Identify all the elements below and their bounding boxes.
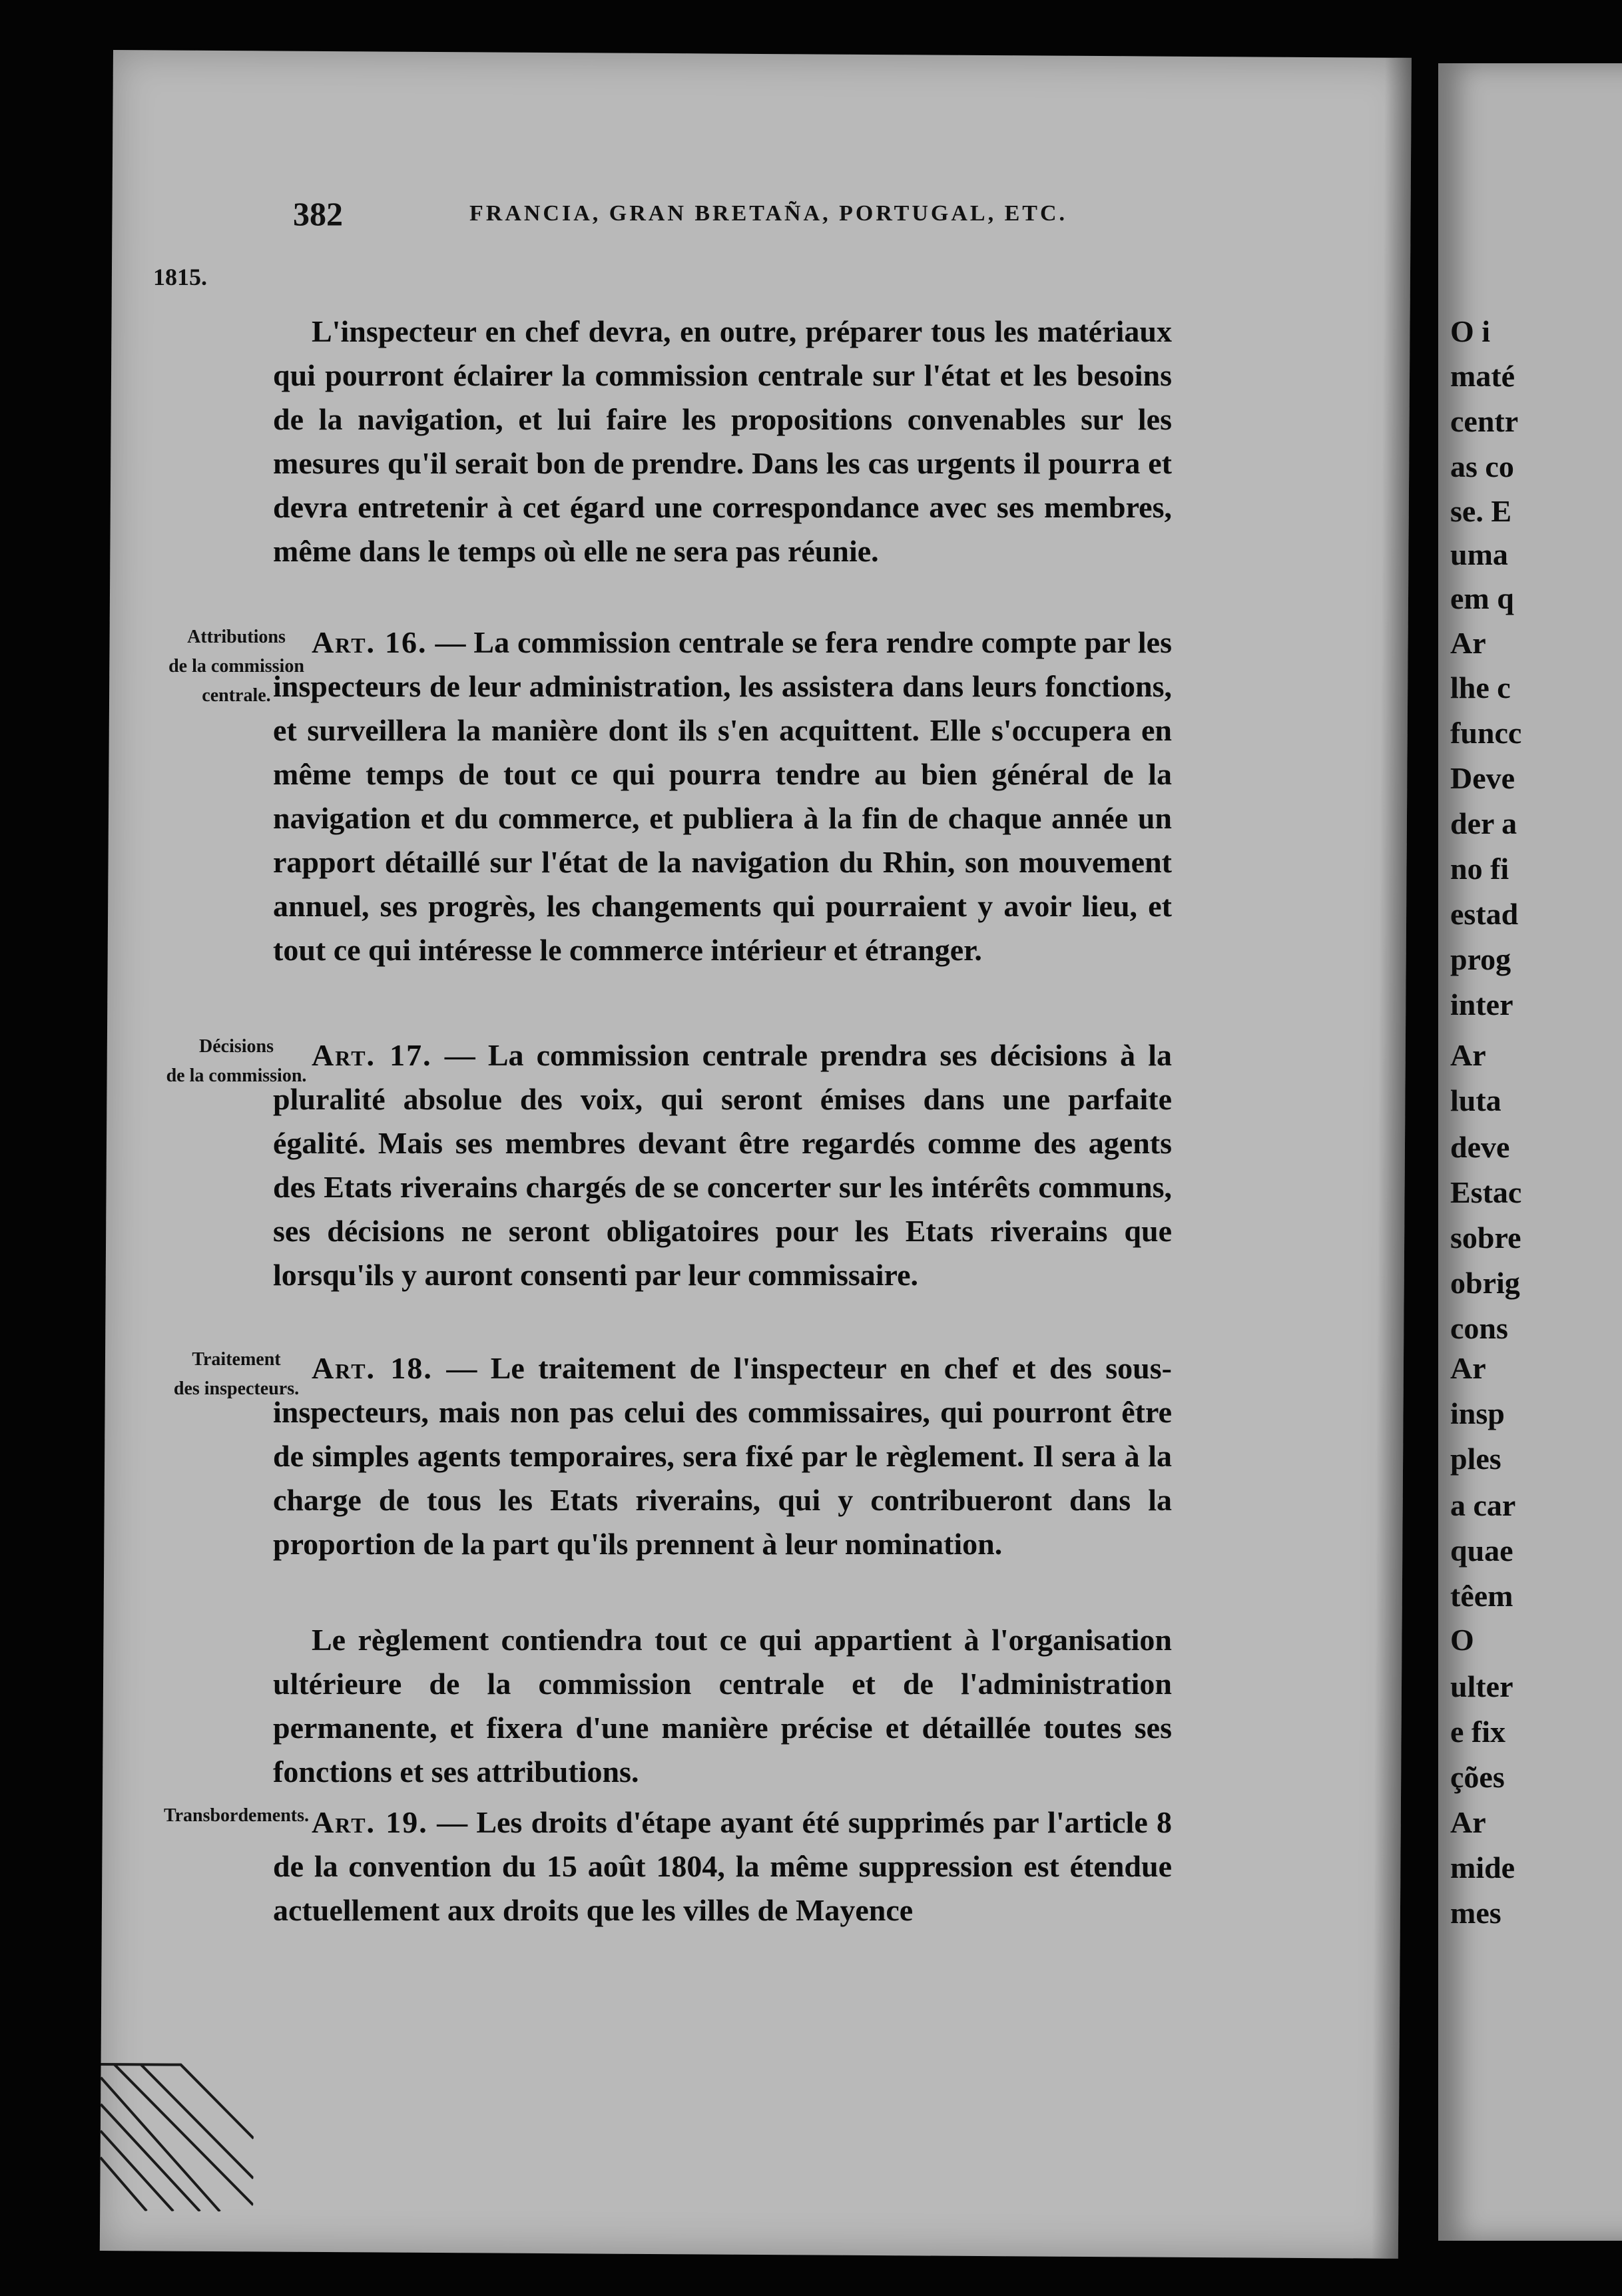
margin-note-line: Transbordements.	[163, 1805, 310, 1826]
margin-note-line: de la commission	[168, 656, 304, 677]
margin-note-line: de la commission.	[166, 1065, 307, 1086]
article-17-text: — La commission centrale prendra ses décisions à la pluralité absolue des voix, qui seront émises dans une parfaite égalité. Mais ses membres devant être regardés comme des agents des Etats riverains chargés de se concerter sur les intérêts communs, ses décisions ne seront obligatoires pour les Etats riverains que lorsqu'ils y auront consenti par leur commissaire.	[273, 1038, 1172, 1292]
right-page-line-fragment: insp	[1450, 1396, 1505, 1430]
right-page-line-fragment: Deve	[1450, 761, 1515, 795]
right-page-line-fragment: ulter	[1450, 1669, 1513, 1703]
article-18-text: — Le traitement de l'inspecteur en chef et des sous-inspecteurs, mais non pas celui des commissaires, qui pourront être de simples agents temporaires, sera fixé par le règlement. Il sera à la charge de tous les Etats riverains, qui y contribueront dans la proportion de la part qu'ils prennent à leur nomination.	[273, 1351, 1172, 1561]
right-page-line-fragment: se. E	[1450, 494, 1511, 528]
right-page-line-fragment: e fix	[1450, 1715, 1506, 1749]
paragraph-inspecteur: L'inspecteur en chef devra, en outre, préparer tous les matériaux qui pourront éclairer la commission centrale sur l'état et les besoins de la navigation, et lui faire les propositions convenables sur les mesures qu'il serait bon de prendre. Dans les cas urgents il pourra et devra entretenir à cet égard une correspondance avec ses membres, même dans le temps où elle ne sera pas réunie.	[273, 314, 1172, 568]
right-page-line-fragment: centr	[1450, 404, 1519, 438]
right-page-line-fragment: Ar	[1450, 1351, 1486, 1385]
article-19-text: — Les droits d'étape ayant été supprimés par l'article 8 de la convention du 15 août 1804, la même suppression est étendue actuellement aux droits que les villes de Mayence	[273, 1805, 1173, 1927]
right-page-line-fragment: Estac	[1450, 1175, 1522, 1209]
right-page-line-fragment: ções	[1450, 1760, 1505, 1794]
right-page-line-fragment: no fi	[1450, 852, 1509, 886]
right-page-line-fragment: O i	[1450, 314, 1491, 348]
right-page-line-fragment: uma	[1450, 537, 1508, 571]
margin-year: 1815.	[153, 264, 207, 290]
paragraph-reglement: Le règlement contiendra tout ce qui appartient à l'organisation ultérieure de la commission centrale et de l'administration permanente, et fixera d'une manière précise et détaillée toutes ses fonctions et ses attributions.	[273, 1623, 1172, 1789]
right-page-line-fragment: lhe c	[1450, 671, 1511, 705]
right-page-line-fragment: deve	[1450, 1130, 1510, 1164]
right-page-line-fragment: quae	[1450, 1534, 1513, 1568]
page-number: 382	[293, 195, 343, 232]
right-page-line-fragment: cons	[1450, 1311, 1508, 1345]
right-page-line-fragment: maté	[1450, 359, 1515, 393]
margin-note-line: Décisions	[199, 1036, 274, 1057]
right-page-line-fragment: mide	[1450, 1851, 1515, 1884]
right-page-line-fragment: der a	[1450, 806, 1517, 840]
margin-note-line: des inspecteurs.	[173, 1378, 300, 1399]
article-19	[273, 1801, 1172, 1932]
right-page-line-fragment: luta	[1450, 1083, 1501, 1117]
corner-hatch-mark	[100, 2038, 254, 2211]
right-page-line-fragment: têem	[1450, 1579, 1513, 1613]
right-page-line-fragment: O	[1450, 1623, 1474, 1657]
article-17	[273, 1033, 1172, 1297]
article-18	[273, 1346, 1172, 1566]
margin-note-line: centrale.	[202, 685, 271, 706]
right-page-line-fragment: Ar	[1450, 1038, 1486, 1072]
right-page-line-fragment: Ar	[1450, 626, 1486, 660]
right-page-line-fragment: sobre	[1450, 1221, 1521, 1255]
article-16-text: — La commission centrale se fera rendre compte par les inspecteurs de leur administration, les assistera dans leurs fonctions, et surveillera la manière dont ils s'en acquittent. Elle s'occupera en même temps de tout ce qui pourra tendre au bien général de la navigation et du commerce, et publiera à la fin de chaque année un rapport détaillé sur l'état de la navigation du Rhin, son mouvement annuel, ses progrès, les changements qui pourraient y avoir lieu, et tout ce qui intéresse le commerce intérieur et étranger.	[273, 625, 1172, 967]
right-page-line-fragment: a car	[1450, 1488, 1516, 1522]
right-page-line-fragment: estad	[1450, 897, 1519, 931]
article-18-label: Art. 18.	[312, 1351, 433, 1385]
article-19-label: Art. 19.	[312, 1805, 428, 1839]
right-page-line-fragment: as co	[1450, 449, 1514, 483]
article-16-label: Art. 16.	[312, 625, 427, 659]
right-page-line-fragment: prog	[1450, 942, 1511, 976]
page-header	[293, 194, 1172, 241]
margin-note-line: Traitement	[192, 1349, 281, 1370]
right-page-line-fragment: obrig	[1450, 1266, 1520, 1300]
running-head: FRANCIA, GRAN BRETAÑA, PORTUGAL, ETC.	[469, 201, 1067, 226]
gutter-shadow	[1372, 58, 1412, 2259]
article-16	[273, 621, 1172, 972]
right-page-line-fragment: inter	[1450, 988, 1513, 1021]
article-17-label: Art. 17.	[312, 1038, 432, 1072]
right-page-line-fragment: ples	[1450, 1442, 1501, 1476]
right-page-line-fragment: Ar	[1450, 1805, 1486, 1839]
right-page-line-fragment: mes	[1450, 1896, 1501, 1930]
right-page-line-fragment: em q	[1450, 581, 1514, 615]
right-page-line-fragment: funcc	[1450, 716, 1522, 750]
margin-note-line: Attributions	[187, 627, 286, 647]
